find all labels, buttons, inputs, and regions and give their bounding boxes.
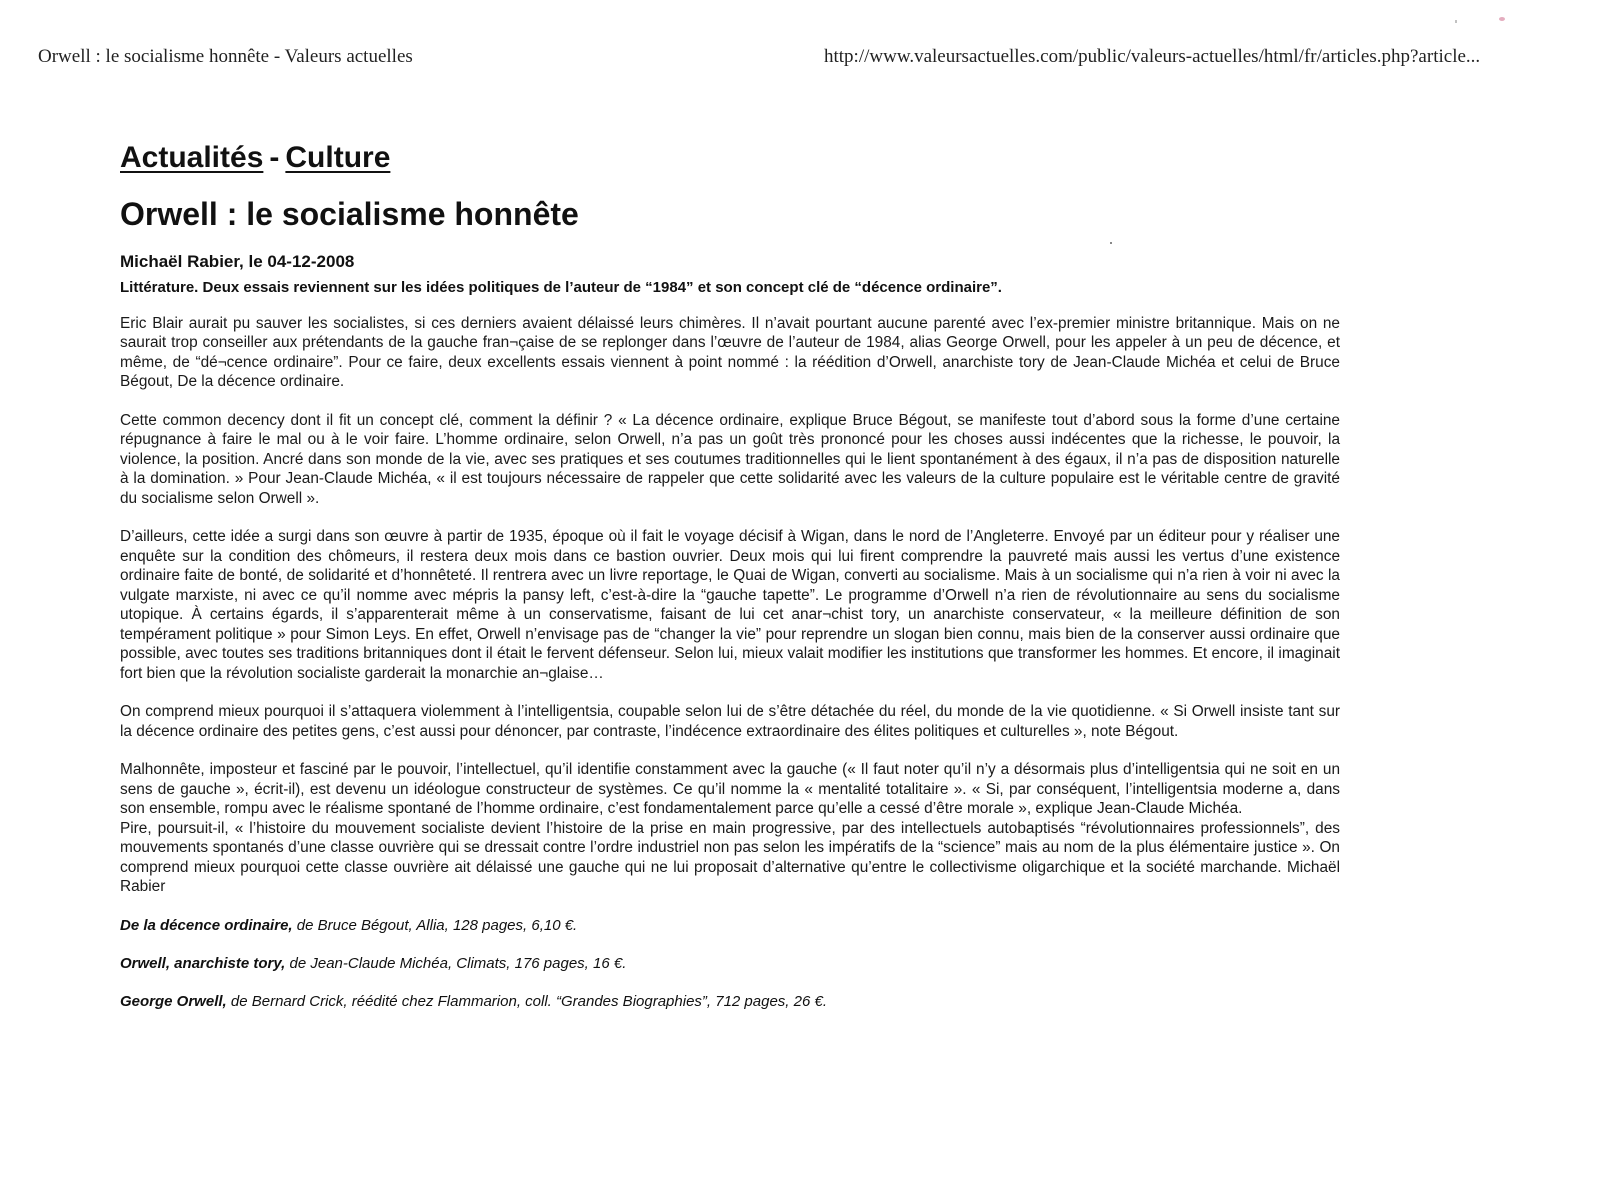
article-byline: Michaël Rabier, le 04-12-2008: [120, 252, 355, 272]
article-title: Orwell : le socialisme honnête: [120, 196, 579, 232]
article-paragraph: On comprend mieux pourquoi il s’attaquera violemment à l’intelligentsia, coupable selon lui de s’être détachée du réel, du monde de la vie quotidienne. « Si Orwell insiste tant sur la décence ordinaire des petites gens, c’est aussi pour dénoncer, par contraste, l’indécence extraordinaire des élites politiques et culturelles », note Bégout.: [120, 703, 1340, 740]
article-paragraph: D’ailleurs, cette idée a surgi dans son œuvre à partir de 1935, époque où il fait le voyage décisif à Wigan, dans le nord de l’Angleterre. Envoyé par un éditeur pour y réaliser une enquête sur la condition des chômeurs, il restera deux mois dans ce bastion ouvrier. Deux mois qui lui firent comprendre la pauvreté mais aussi les vertus d’une existence ordinaire faite de bonté, de solidarité et d’honnêteté. Il rentrera avec un livre reportage, le Quai de Wigan, converti au socialisme. Mais à un socialisme qui n’a rien à voir ni avec la vulgate marxiste, ni avec ce qu’il nomme avec mépris la pansy left, c’est-à-dire la “gauche tapette”. Le programme d’Orwell n’a rien de révolutionnaire au sens du socialisme utopique. À certains égards, il s’apparenterait même à un conservatisme, faisant de lui cet anar¬chist tory, un anarchiste conservateur, « la meilleure définition de son tempérament politique » pour Simon Leys. En effet, Orwell n’envisage pas de “changer la vie” pour reprendre un slogan bien connu, mais bien de la conserver aussi ordinaire que possible, avec toutes ses traditions britanniques dont il était le fervent défenseur. Selon lui, mieux valait modifier les institutions que transformer les hommes. Et encore, il imaginait fort bien que la révolution socialiste garderait la monarchie an¬glaise…: [120, 528, 1340, 682]
article-paragraph: Cette common decency dont il fit un concept clé, comment la définir ? « La décence ordinaire, explique Bruce Bégout, se manifeste tout d’abord sous la forme d’une certaine répugnance à faire le mal ou à le voir faire. L’homme ordinaire, selon Orwell, n’a pas un goût très prononcé pour les choses aussi indécentes que la richesse, le pouvoir, la violence, la position. Ancré dans son monde de la vie, avec ses pratiques et ses coutumes traditionnelles qui le lient spontanément à des égaux, il n’a pas de disposition naturelle à la domination. » Pour Jean-Claude Michéa, « il est toujours nécessaire de rappeler que cette solidarité avec les valeurs de la culture populaire est le véritable centre de gravité du socialisme selon Orwell ».: [120, 411, 1340, 507]
scan-speck: [1455, 20, 1457, 23]
breadcrumb-separator: -: [269, 141, 280, 174]
article-paragraph: Eric Blair aurait pu sauver les socialistes, si ces derniers avaient délaissé leurs chimères. Il n’avait pourtant aucune parenté avec l’ex-premier ministre britannique. Mais on ne saurait trop conseiller aux prétendants de la gauche fran¬çaise de se replonger dans l’œuvre de l’auteur de 1984, alias George Orwell, pour les appeler à un peu de décence, et même, de “dé¬cence ordinaire”. Pour ce faire, deux excellents essais viennent à point nommé : la réédition d’Orwell, anarchiste tory de Jean-Claude Michéa et celui de Bruce Bégout, De la décence ordinaire.: [120, 314, 1340, 391]
article-body: [120, 314, 1340, 897]
article-content: [120, 140, 1340, 1030]
book-reference: [120, 954, 1340, 973]
book-title: De la décence ordinaire,: [120, 916, 293, 934]
book-details: de Jean-Claude Michéa, Climats, 176 pages, 16 €.: [285, 954, 627, 972]
article-lede: Littérature. Deux essais reviennent sur les idées politiques de l’auteur de “1984” et son concept clé de “décence ordinaire”.: [120, 278, 1002, 296]
book-details: de Bruce Bégout, Allia, 128 pages, 6,10 €.: [292, 916, 578, 934]
print-page-title: Orwell : le socialisme honnête - Valeurs actuelles: [38, 46, 413, 67]
book-reference: [120, 916, 1340, 935]
print-page-url: http://www.valeursactuelles.com/public/valeurs-actuelles/html/fr/articles.php?article...: [824, 46, 1481, 67]
book-title: George Orwell,: [120, 992, 227, 1010]
breadcrumb-link-actualites[interactable]: Actualités: [120, 141, 264, 174]
book-title: Orwell, anarchiste tory,: [120, 954, 286, 972]
book-reference: [120, 992, 1340, 1011]
article-paragraph: Malhonnête, imposteur et fasciné par le pouvoir, l’intellectuel, qu’il identifie constamment avec la gauche (« Il faut noter qu’il n’y a désormais plus d’intelligentsia qui ne soit en un sens de gauche », écrit-il), est devenu un idéologue constructeur de systèmes. Ce qu’il nomme la « mentalité totalitaire ». « Si, par conséquent, l’intelligentsia moderne a, dans son ensemble, rompu avec le réalisme spontané de l’homme ordinaire, c’est fondamentalement parce qu’elle a cessé d’être morale », explique Jean-Claude Michéa. Pire, poursuit-il, « l’histoire du mouvement socialiste devient l’histoire de la prise en main progressive, par des intellectuels autobaptisés “révolutionnaires professionnels”, des mouvements spontanés d’une classe ouvrière qui se dressait contre l’ordre industriel non pas selon les impératifs de la “science” mais au nom de la plus élémentaire justice ». On comprend mieux pourquoi cette classe ouvrière ait délaissé une gauche qui ne lui proposait d’alternative qu’entre le collectivisme oligarchique et la société marchande. Michaël Rabier: [120, 761, 1340, 896]
print-header: [38, 46, 1577, 74]
breadcrumb: [120, 140, 1340, 176]
breadcrumb-link-culture[interactable]: Culture: [285, 141, 391, 174]
book-details: de Bernard Crick, réédité chez Flammarion, coll. “Grandes Biographies”, 712 pages, 26 €.: [226, 992, 827, 1010]
scan-speck: [1499, 17, 1505, 21]
book-references: [120, 916, 1340, 1011]
